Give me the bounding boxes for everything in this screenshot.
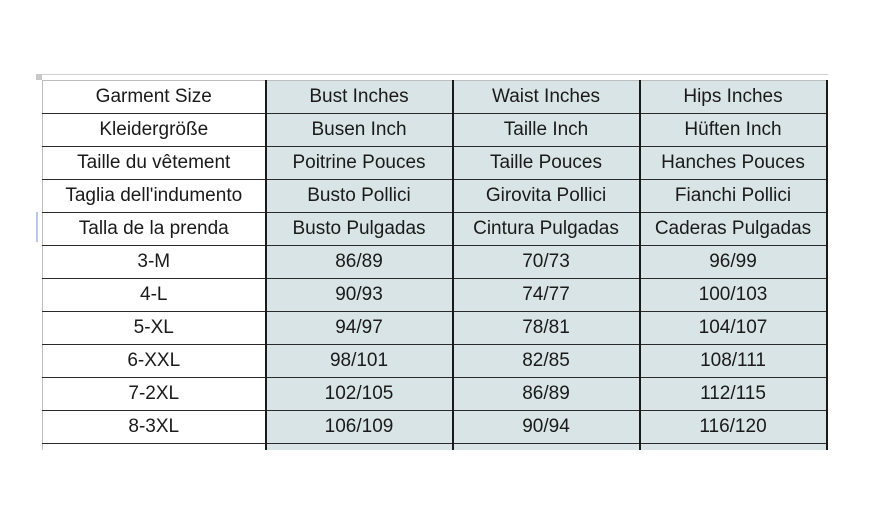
header-cell-garment-size[interactable]: Kleidergröße	[43, 114, 266, 147]
hips-cell[interactable]: 104/107	[640, 312, 827, 345]
header-cell-hips[interactable]: Hanches Pouces	[640, 147, 827, 180]
header-cell-bust[interactable]: Poitrine Pouces	[266, 147, 453, 180]
hips-cell[interactable]: 96/99	[640, 246, 827, 279]
header-cell-garment-size[interactable]: Taglia dell'indumento	[43, 180, 266, 213]
size-chart-table	[42, 80, 828, 450]
header-cell-bust[interactable]: Busto Pulgadas	[266, 213, 453, 246]
partial-empty-row	[43, 444, 827, 451]
hips-cell[interactable]: 116/120	[640, 411, 827, 444]
header-cell-hips[interactable]: Caderas Pulgadas	[640, 213, 827, 246]
waist-cell[interactable]: 82/85	[453, 345, 640, 378]
size-cell[interactable]: 4-L	[43, 279, 266, 312]
header-cell-garment-size[interactable]: Talla de la prenda	[43, 213, 266, 246]
table-row	[43, 345, 827, 378]
waist-cell[interactable]: 86/89	[453, 378, 640, 411]
row-selection-marker	[36, 212, 38, 242]
table-row	[43, 312, 827, 345]
bust-cell[interactable]: 86/89	[266, 246, 453, 279]
waist-cell[interactable]: 78/81	[453, 312, 640, 345]
bust-cell[interactable]: 90/93	[266, 279, 453, 312]
size-cell[interactable]: 5-XL	[43, 312, 266, 345]
bust-cell[interactable]: 102/105	[266, 378, 453, 411]
empty-cell	[453, 444, 640, 451]
header-row-english	[43, 81, 827, 114]
bust-cell[interactable]: 94/97	[266, 312, 453, 345]
waist-cell[interactable]: 70/73	[453, 246, 640, 279]
header-cell-garment-size[interactable]: Taille du vêtement	[43, 147, 266, 180]
header-cell-waist[interactable]: Girovita Pollici	[453, 180, 640, 213]
size-cell[interactable]: 6-XXL	[43, 345, 266, 378]
header-cell-waist[interactable]: Cintura Pulgadas	[453, 213, 640, 246]
empty-cell	[640, 444, 827, 451]
table-row	[43, 246, 827, 279]
hips-cell[interactable]: 100/103	[640, 279, 827, 312]
header-cell-hips[interactable]: Hüften Inch	[640, 114, 827, 147]
empty-cell	[266, 444, 453, 451]
table-row	[43, 411, 827, 444]
hips-cell[interactable]: 112/115	[640, 378, 827, 411]
header-cell-bust[interactable]: Busto Pollici	[266, 180, 453, 213]
waist-cell[interactable]: 74/77	[453, 279, 640, 312]
header-cell-hips[interactable]: Fianchi Pollici	[640, 180, 827, 213]
waist-cell[interactable]: 90/94	[453, 411, 640, 444]
header-row-german	[43, 114, 827, 147]
header-cell-waist[interactable]: Waist Inches	[453, 81, 640, 114]
header-row-french	[43, 147, 827, 180]
bust-cell[interactable]: 106/109	[266, 411, 453, 444]
size-chart	[42, 80, 828, 450]
header-cell-hips[interactable]: Hips Inches	[640, 81, 827, 114]
header-cell-bust[interactable]: Busen Inch	[266, 114, 453, 147]
header-row-italian	[43, 180, 827, 213]
table-row	[43, 279, 827, 312]
empty-cell	[43, 444, 266, 451]
size-cell[interactable]: 7-2XL	[43, 378, 266, 411]
bust-cell[interactable]: 98/101	[266, 345, 453, 378]
hips-cell[interactable]: 108/111	[640, 345, 827, 378]
header-cell-garment-size[interactable]: Garment Size	[43, 81, 266, 114]
header-cell-waist[interactable]: Taille Inch	[453, 114, 640, 147]
header-row-spanish	[43, 213, 827, 246]
size-cell[interactable]: 3-M	[43, 246, 266, 279]
header-cell-waist[interactable]: Taille Pouces	[453, 147, 640, 180]
size-cell[interactable]: 8-3XL	[43, 411, 266, 444]
table-row	[43, 378, 827, 411]
column-guide-line	[42, 74, 828, 75]
header-cell-bust[interactable]: Bust Inches	[266, 81, 453, 114]
